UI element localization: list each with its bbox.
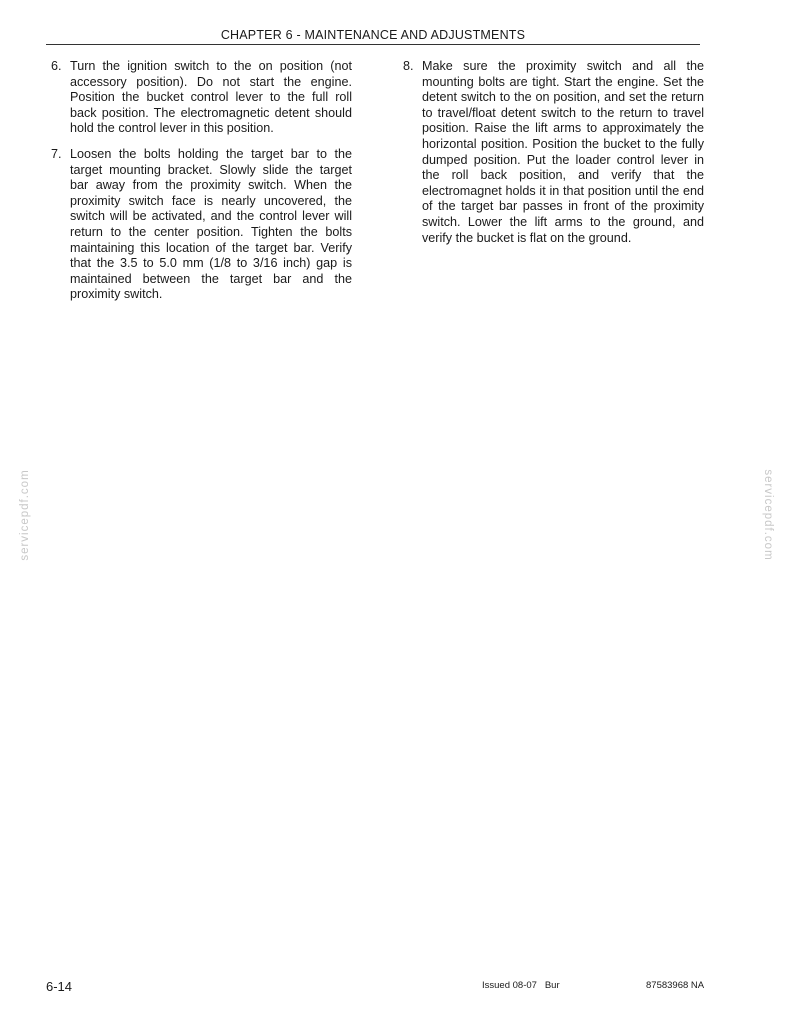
watermark-right: servicepdf.com bbox=[762, 469, 774, 561]
step-7 bbox=[51, 146, 352, 303]
right-column bbox=[403, 59, 704, 256]
step-text: Loosen the bolts holding the target bar to the target mounting bracket. Slowly slide the target bar away from the proximity switch. When the proximity switch face is nearly uncovered, the switch will be activated, and the control lever will return to the center position. Tighten the bolts maintaining this location of the target bar. Verify that the 3.5 to 5.0 mm (1/8 to 3/16 inch) gap is maintained between the target bar and the proximity switch. bbox=[70, 146, 352, 302]
step-text: Make sure the proximity switch and all the mounting bolts are tight. Start the engine. Set the detent switch to the on position, and set the return to travel/float detent switch to the return to travel position. Raise the lift arms to approximately the horizontal position. Position the bucket to the fully dumped position. Put the loader control lever in the roll back position, and verify that the electromagnet holds it in that position until the end of the target bar passes in front of the proximity switch. Lower the lift arms to the ground, and verify the bucket is flat on the ground. bbox=[422, 59, 704, 245]
step-number: 7. bbox=[51, 146, 62, 161]
step-text: Turn the ignition switch to the on position (not accessory position). Do not start the engine. Position the bucket control lever to the full roll back position. The electromagnetic detent should hold the control lever in this position. bbox=[70, 59, 352, 136]
page-number: 6-14 bbox=[46, 979, 73, 994]
issue-info: Issued 08-07 Bur bbox=[482, 980, 560, 991]
step-number: 6. bbox=[51, 59, 62, 73]
chapter-title: CHAPTER 6 - MAINTENANCE AND ADJUSTMENTS bbox=[220, 28, 526, 42]
left-column bbox=[51, 59, 352, 313]
header-divider bbox=[46, 44, 700, 45]
step-number: 8. bbox=[403, 59, 414, 73]
step-6 bbox=[51, 59, 352, 137]
step-8 bbox=[403, 59, 704, 246]
document-number: 87583968 NA bbox=[646, 980, 705, 991]
watermark-left: servicepdf.com bbox=[19, 469, 31, 561]
